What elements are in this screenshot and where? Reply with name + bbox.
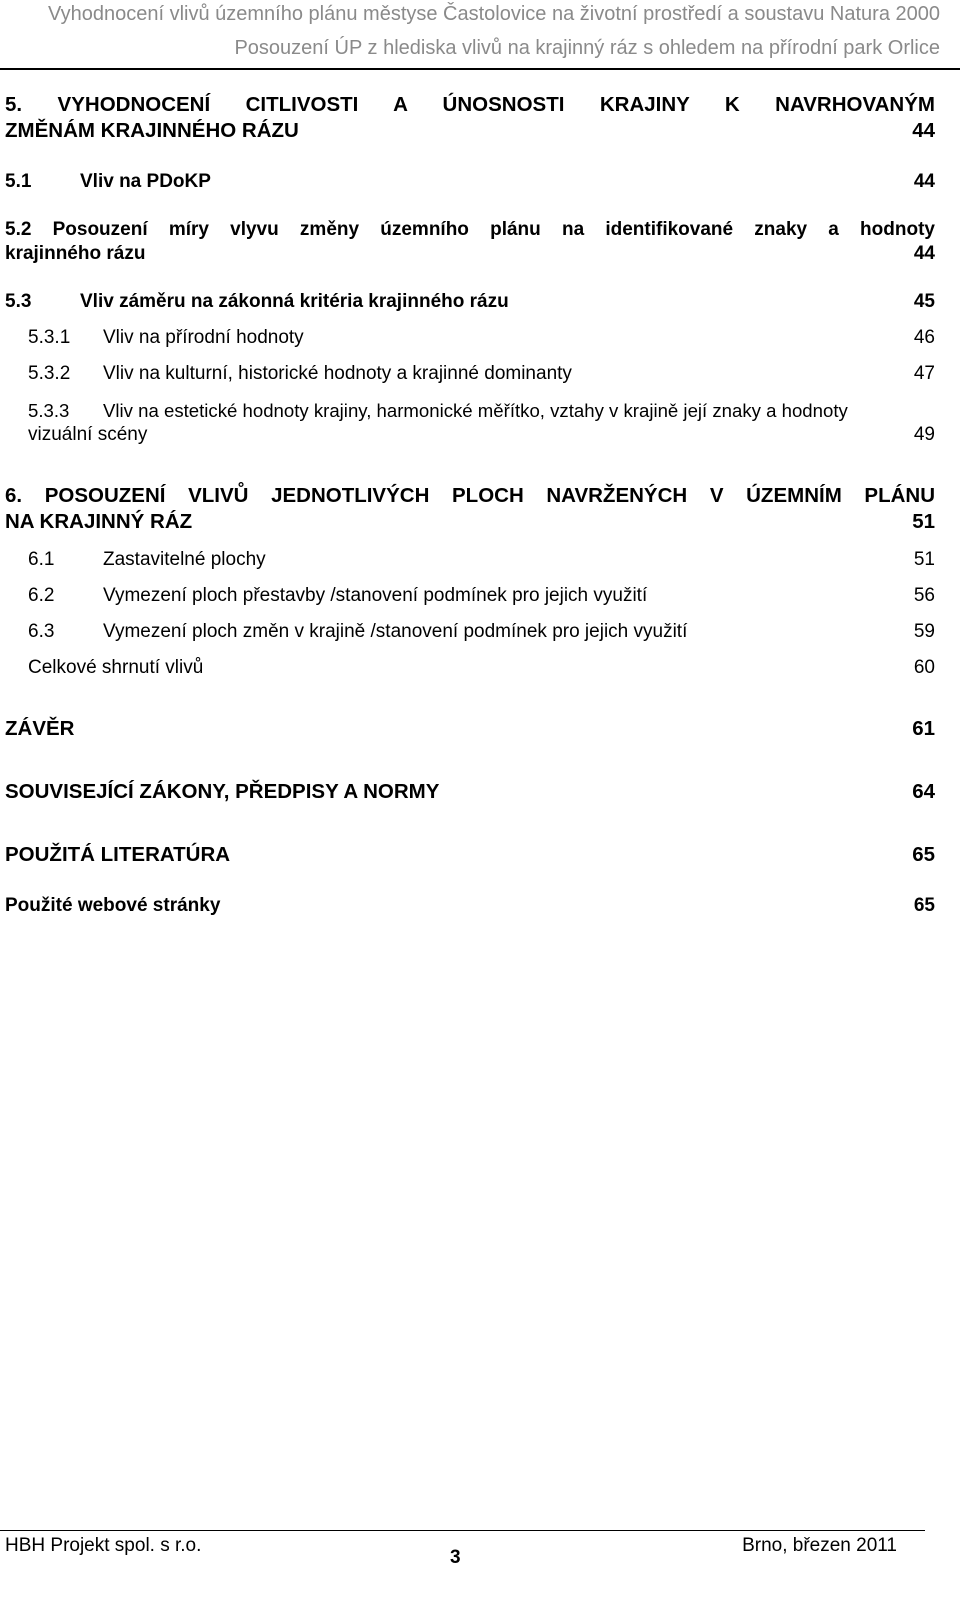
toc-page-number: 64 <box>912 780 935 803</box>
toc-page-number: 44 <box>913 171 935 192</box>
running-header-subtitle: Posouzení ÚP z hlediska vlivů na krajinný ráz s ohledem na přírodní park Orlice <box>234 37 940 59</box>
toc-word: na <box>561 219 585 240</box>
toc-entry-literatura[interactable] <box>5 842 955 868</box>
toc-entry-6-3[interactable] <box>28 619 955 645</box>
toc-page-number: 56 <box>913 585 935 606</box>
toc-entry-6-line1[interactable] <box>5 483 935 509</box>
footer-place-date: Brno, březen 2011 <box>742 1535 897 1556</box>
toc-title: ZMĚNÁM KRAJINNÉHO RÁZU <box>5 119 299 142</box>
toc-page-number: 60 <box>913 657 935 678</box>
toc-entry-5-line1[interactable] <box>5 92 935 118</box>
toc-title: Vymezení ploch změn v krajině /stanovení podmínek pro jejich využití <box>103 621 688 642</box>
toc-word: K NAVRHOVANÝM <box>724 93 935 116</box>
toc-entry-5-3-2[interactable] <box>28 361 955 387</box>
toc-title: Vliv na přírodní hodnoty <box>103 327 304 348</box>
toc-word: POSOUZENÍ <box>44 484 166 507</box>
toc-number: 6.1 <box>28 549 55 570</box>
toc-title: POUŽITÁ LITERATÚRA <box>5 843 231 866</box>
toc-number: 5.3.3 <box>28 400 70 421</box>
toc-word: PLÁNU <box>864 484 935 507</box>
toc-page-number: 45 <box>913 291 935 312</box>
toc-word: znaky <box>754 219 808 240</box>
toc-word: ÚZEMNÍM <box>746 484 842 507</box>
toc-page-number: 44 <box>912 119 935 142</box>
toc-page-number: 47 <box>913 363 935 384</box>
toc-entry-zakony[interactable] <box>5 779 955 805</box>
toc-entry-6-line2[interactable] <box>5 509 955 535</box>
toc-entry-5-2-line2[interactable] <box>5 241 955 267</box>
toc-word: změny <box>299 219 360 240</box>
toc-title: NA KRAJINNÝ RÁZ <box>5 510 193 533</box>
toc-word: 6. <box>5 484 23 507</box>
header-rule <box>0 68 960 70</box>
toc-title: Vliv záměru na zákonná kritéria krajinného rázu <box>80 291 509 312</box>
toc-entry-5-3-1[interactable] <box>28 325 955 351</box>
toc-page-number: 65 <box>912 843 935 866</box>
toc-word: a <box>828 219 839 240</box>
toc-page-number: 65 <box>913 895 935 916</box>
toc-page-number: 51 <box>913 549 935 570</box>
toc-word: vlyvu <box>230 219 279 240</box>
toc-page-number: 61 <box>912 717 935 740</box>
toc-word: identifikované <box>605 219 734 240</box>
toc-title: Vliv na estetické hodnoty krajiny, harmonické měřítko, vztahy v krajině její znaky a hodnoty <box>103 400 848 421</box>
toc-entry-web[interactable] <box>5 893 955 919</box>
toc-entry-5-2-line1[interactable] <box>5 217 935 243</box>
footer-page-number: 3 <box>450 1547 461 1568</box>
toc-entry-5-3[interactable] <box>5 289 955 315</box>
toc-page-number: 49 <box>913 424 935 445</box>
toc-number: 5.3.2 <box>28 363 71 384</box>
toc-page-number: 44 <box>913 243 935 264</box>
toc-title: SOUVISEJÍCÍ ZÁKONY, PŘEDPISY A NORMY <box>5 780 440 803</box>
toc-word: územního <box>380 219 469 240</box>
running-header-title: Vyhodnocení vlivů územního plánu městyse Častolovice na životní prostředí a soustavu Natura 2000 <box>48 3 940 25</box>
toc-number: 6.2 <box>28 585 55 606</box>
footer-company: HBH Projekt spol. s r.o. <box>5 1535 202 1556</box>
toc-title: krajinného rázu <box>5 243 146 264</box>
toc-word: Posouzení <box>52 219 148 240</box>
toc-entry-5-1[interactable] <box>5 169 955 195</box>
toc-title: vizuální scény <box>28 424 148 445</box>
toc-entry-summary[interactable] <box>28 655 955 681</box>
toc-title: Vliv na PDoKP <box>80 171 211 192</box>
toc-number: 6.3 <box>28 621 55 642</box>
toc-word: V <box>709 484 724 507</box>
toc-number: 5.3 <box>5 291 32 312</box>
toc-word: A ÚNOSNOSTI <box>393 93 565 116</box>
toc-number: 5.1 <box>5 171 32 192</box>
toc-word: CITLIVOSTI <box>245 93 359 116</box>
toc-number: 5.2 <box>5 219 32 240</box>
toc-title: Použité webové stránky <box>5 895 221 916</box>
toc-word: KRAJINY <box>599 93 690 116</box>
toc-entry-5-3-3-line1[interactable] <box>28 398 935 424</box>
toc-title: Zastavitelné plochy <box>103 549 266 570</box>
toc-page-number: 46 <box>913 327 935 348</box>
toc-word: míry <box>168 219 209 240</box>
toc-word: hodnoty <box>860 219 935 240</box>
toc-title: ZÁVĚR <box>5 717 75 740</box>
toc-entry-6-2[interactable] <box>28 583 955 609</box>
toc-word: 5. <box>5 93 23 116</box>
toc-word: plánu <box>490 219 541 240</box>
toc-page-number: 51 <box>912 510 935 533</box>
toc-entry-5-3-3-line2[interactable] <box>28 422 955 448</box>
toc-title: Celkové shrnutí vlivů <box>28 657 204 678</box>
toc-entry-zaver[interactable] <box>5 716 955 742</box>
toc-title: Vymezení ploch přestavby /stanovení podmínek pro jejich využití <box>103 585 648 606</box>
footer-rule <box>0 1530 925 1531</box>
toc-title: Vliv na kulturní, historické hodnoty a krajinné dominanty <box>103 363 572 384</box>
toc-number: 5.3.1 <box>28 327 71 348</box>
toc-word: VLIVŮ <box>188 484 249 507</box>
toc-entry-6-1[interactable] <box>28 547 955 573</box>
toc-page-number: 59 <box>913 621 935 642</box>
toc-entry-5-line2[interactable] <box>5 118 955 144</box>
toc-word: JEDNOTLIVÝCH <box>271 484 430 507</box>
toc-word: PLOCH <box>452 484 524 507</box>
toc-word: NAVRŽENÝCH <box>546 484 688 507</box>
toc-word: VYHODNOCENÍ <box>57 93 211 116</box>
